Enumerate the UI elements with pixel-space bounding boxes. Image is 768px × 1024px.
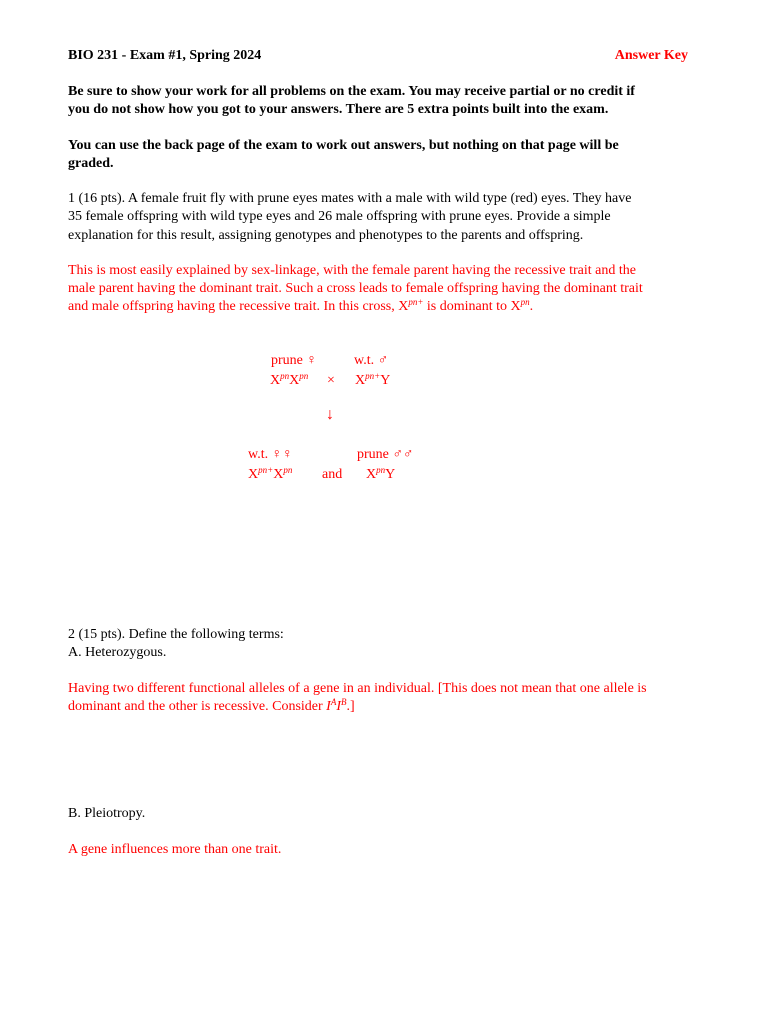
q1-answer-line-3: and male offspring having the recessive trait. In this cross, $X^{pn+}$ is dominant to $X^{pn}$. (68, 297, 534, 314)
q2-a-label: A. Heterozygous. (68, 645, 167, 660)
parent-female-genotype: $X^{pn}X^{pn}$ (270, 371, 309, 388)
instructions-line-2: you do not show how you got to your answers. There are 5 extra points built into the exam. (68, 102, 609, 117)
parent-male-label: w.t. ♂ (354, 353, 389, 368)
parent-male-genotype: $X^{pn+}Y$ (355, 371, 391, 388)
exam-title: BIO 231 - Exam #1, Spring 2024 (68, 48, 262, 63)
offspring-male-label: prune ♂♂ (357, 447, 414, 462)
q2-a-answer-line-1: Having two different functional alleles of a gene in an individual. [This does not mean that one allele is (68, 681, 647, 696)
q2-b-answer: A gene influences more than one trait. (68, 842, 282, 857)
instructions-line-3: You can use the back page of the exam to work out answers, but nothing on that page will be (68, 138, 619, 153)
q2-prompt: 2 (15 pts). Define the following terms: (68, 627, 284, 642)
q1-answer-line-2: male parent having the dominant trait. Such a cross leads to female offspring having the dominant trait (68, 281, 643, 296)
and-text: and (322, 467, 343, 482)
offspring-female-label: w.t. ♀♀ (248, 447, 293, 462)
q1-answer-line-1: This is most easily explained by sex-linkage, with the female parent having the recessive trait and the (68, 263, 636, 278)
q1-line-1: 1 (16 pts). A female fruit fly with prune eyes mates with a male with wild type (red) eyes. They have (68, 191, 632, 206)
parent-female-label: prune ♀ (271, 353, 317, 368)
offspring-male-genotype: $X^{pn}Y$ (366, 465, 396, 482)
offspring-female-genotype: $X^{pn+}X^{pn}$ (248, 465, 293, 482)
instructions-line-4: graded. (68, 156, 114, 171)
cross-symbol: × (327, 373, 335, 388)
q1-line-2: 35 female offspring with wild type eyes and 26 male offspring with prune eyes. Provide a simple (68, 209, 611, 224)
q2-b-label: B. Pleiotropy. (68, 806, 146, 821)
instructions-line-1: Be sure to show your work for all problems on the exam. You may receive partial or no credit if (68, 84, 635, 99)
q1-line-3: explanation for this result, assigning genotypes and phenotypes to the parents and offspring. (68, 228, 584, 243)
answer-key-label: Answer Key (614, 48, 688, 63)
down-arrow-icon: ↓ (326, 406, 334, 423)
q2-a-answer-line-2: dominant and the other is recessive. Consider $I^AI^B$.] (68, 697, 355, 714)
